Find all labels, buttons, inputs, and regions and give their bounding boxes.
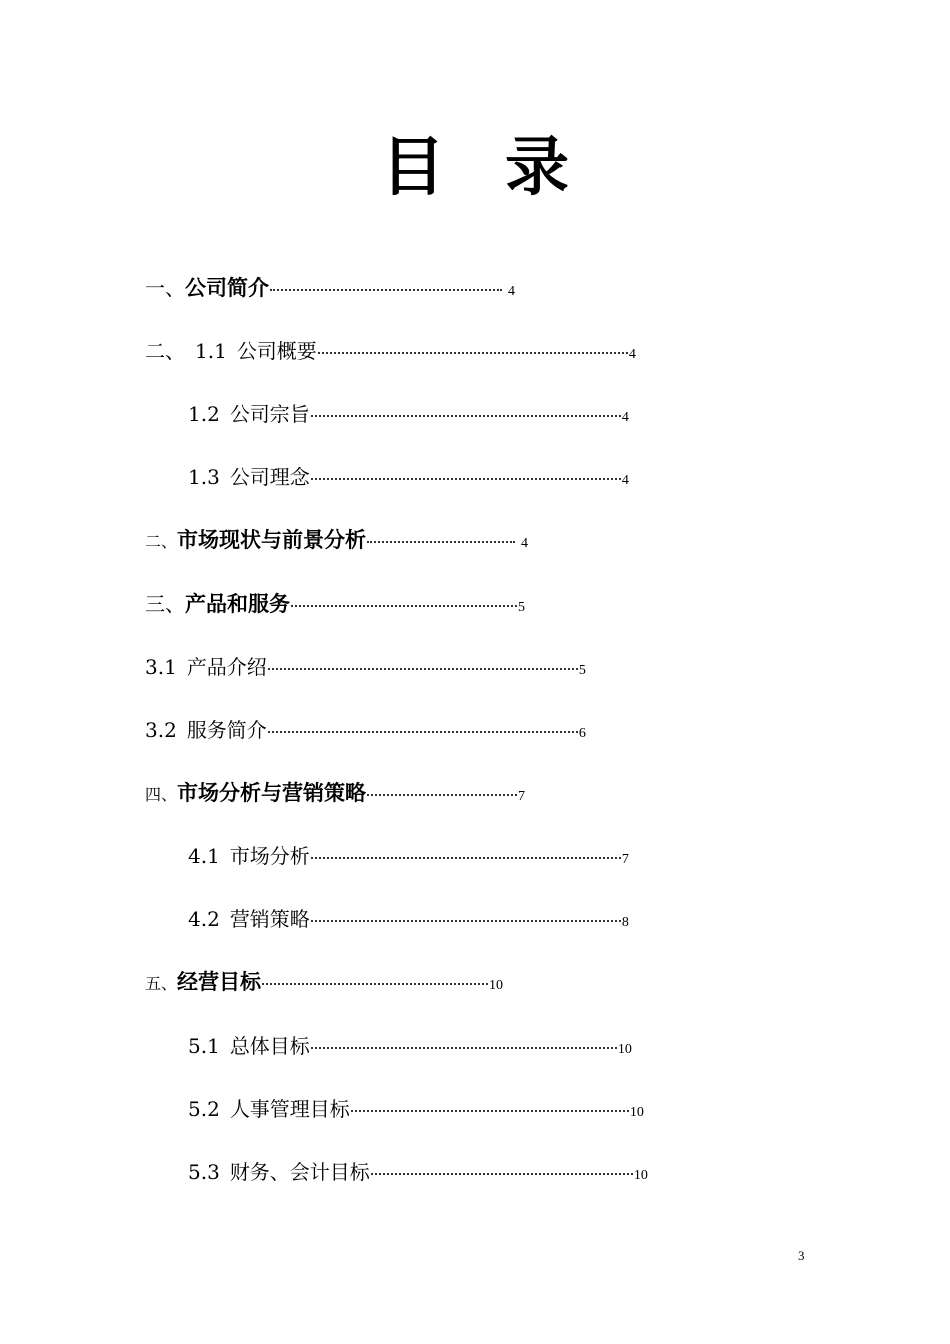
toc-label: 公司理念	[229, 465, 310, 489]
toc-page-number: 7	[518, 789, 526, 804]
toc-label: 公司宗旨	[229, 402, 310, 426]
toc-entry-marketing-strategy[interactable]	[188, 903, 629, 932]
dot-leader	[311, 1047, 617, 1049]
toc-entry-market-analysis[interactable]	[188, 840, 629, 869]
dot-leader	[291, 605, 517, 607]
toc-label: 市场现状与前景分析	[177, 528, 367, 552]
dot-leader	[262, 983, 488, 985]
toc-section-number: 5.2	[188, 1097, 220, 1121]
toc-section-number: 5.3	[188, 1160, 220, 1184]
toc-entry-overall-goals[interactable]	[188, 1030, 632, 1059]
toc-page-number: 5	[518, 600, 525, 615]
toc-label: 市场分析	[229, 844, 310, 868]
page-title	[0, 128, 950, 208]
toc-label: 市场分析与营销策略	[177, 781, 367, 805]
toc-section-number: 5.1	[188, 1034, 220, 1058]
toc-section-number: 3.2	[145, 718, 177, 742]
toc-section-number: 1.1	[195, 339, 227, 363]
toc-label: 财务、会计目标	[229, 1160, 370, 1184]
toc-entry-finance-goals[interactable]	[188, 1156, 648, 1185]
toc-page-number: 10	[633, 1168, 648, 1183]
toc-page-number: 8	[621, 915, 629, 930]
toc-entry-company-intro[interactable]	[145, 272, 515, 302]
dot-leader	[318, 352, 628, 354]
toc-label: 公司概要	[236, 339, 317, 363]
toc-label: 经营目标	[177, 970, 262, 994]
dot-leader	[351, 1110, 629, 1112]
toc-section-number: 4.2	[188, 907, 220, 931]
toc-section-number: 3.1	[145, 655, 177, 679]
toc-prefix: 一、	[145, 276, 185, 300]
dot-leader	[311, 415, 621, 417]
toc-page-number: 4	[621, 410, 629, 425]
toc-prefix: 四、	[145, 785, 178, 804]
toc-page-number: 7	[621, 852, 629, 867]
toc-prefix: 二、	[145, 532, 178, 551]
toc-entry-service-intro[interactable]	[145, 714, 586, 743]
toc-section-number: 1.3	[188, 465, 220, 489]
title-char-1: 目	[381, 131, 445, 205]
toc-label: 总体目标	[229, 1034, 310, 1058]
toc-section-number: 1.2	[188, 402, 220, 426]
toc-label: 服务简介	[186, 718, 267, 742]
toc-prefix: 五、	[145, 974, 178, 993]
toc-entry-company-philosophy[interactable]	[188, 461, 629, 490]
toc-entry-company-mission[interactable]	[188, 398, 629, 427]
title-char-2: 录	[505, 131, 569, 205]
toc-entry-products-services[interactable]	[145, 588, 525, 618]
toc-page-number: 6	[578, 726, 586, 741]
toc-page-number: 4	[628, 347, 636, 362]
toc-page-number: 4	[508, 284, 515, 299]
dot-leader	[311, 478, 621, 480]
toc-entry-market-analysis-strategy[interactable]	[145, 777, 525, 807]
toc-label: 产品和服务	[185, 592, 290, 616]
dot-leader	[371, 1173, 633, 1175]
toc-page-number: 10	[489, 978, 504, 993]
dot-leader	[367, 794, 517, 796]
toc-prefix: 二、	[145, 339, 185, 363]
toc-page-number: 10	[629, 1105, 644, 1120]
dot-leader	[268, 668, 578, 670]
dot-leader	[311, 920, 621, 922]
dot-leader	[270, 289, 502, 291]
dot-leader	[268, 731, 578, 733]
toc-entry-business-goals[interactable]	[145, 966, 503, 996]
toc-label: 产品介绍	[186, 655, 267, 679]
dot-leader	[367, 541, 515, 543]
toc-page-number: 5	[578, 663, 586, 678]
toc-entry-product-intro[interactable]	[145, 651, 586, 680]
toc-page-number: 10	[617, 1042, 632, 1057]
toc-page-number: 4	[621, 473, 629, 488]
toc-entry-company-overview[interactable]	[145, 335, 636, 364]
toc-label: 人事管理目标	[229, 1097, 350, 1121]
toc-page-number: 4	[521, 536, 529, 551]
dot-leader	[311, 857, 621, 859]
toc-label: 营销策略	[229, 907, 310, 931]
footer-page-number: 3	[798, 1248, 805, 1263]
toc-entry-hr-goals[interactable]	[188, 1093, 644, 1122]
toc-label: 公司简介	[185, 276, 269, 300]
toc-entry-market-status[interactable]	[145, 524, 528, 554]
toc-section-number: 4.1	[188, 844, 220, 868]
toc-prefix: 三、	[145, 592, 185, 616]
